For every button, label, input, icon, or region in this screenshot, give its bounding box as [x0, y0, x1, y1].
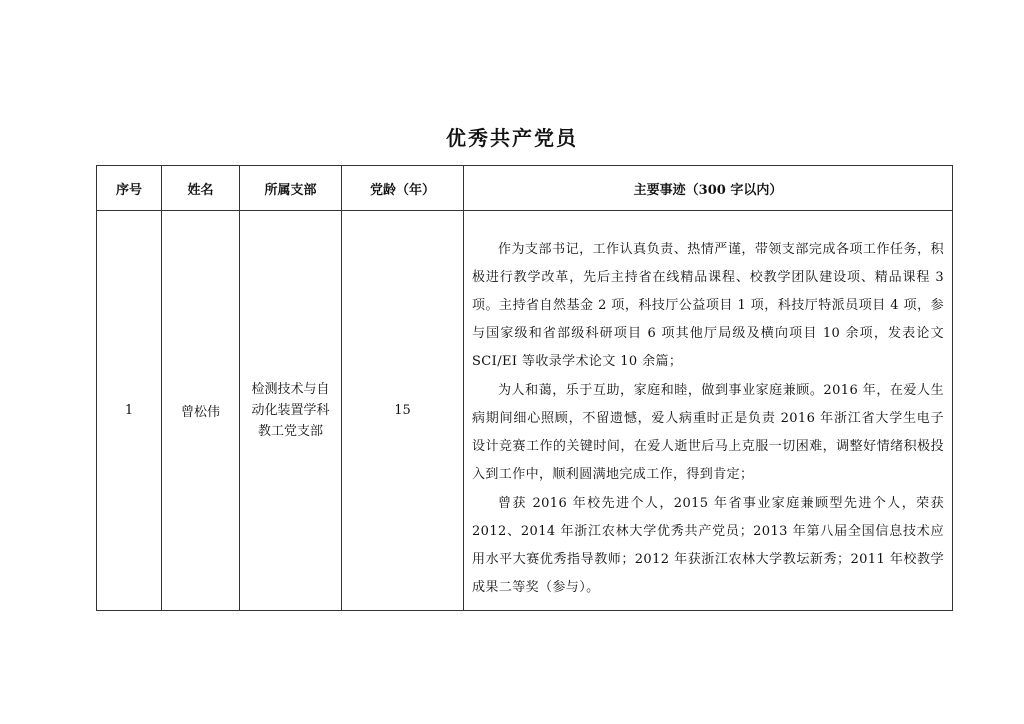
table-header-row	[97, 166, 953, 211]
cell-name: 曾松伟	[162, 211, 240, 611]
header-party-years: 党龄（年）	[342, 166, 464, 211]
header-index: 序号	[97, 166, 162, 211]
header-main-deeds: 主要事迹（300 字以内）	[464, 166, 953, 211]
deeds-paragraph: 作为支部书记，工作认真负责、热情严谨，带领支部完成各项工作任务，积极进行教学改革，先后主持省在线精品课程、校教学团队建设项、精品课程 3 项。主持省自然基金 2 项，科技厅公益项目 1 项，科技厅特派员项目 4 项，参与国家级和省部级科研项目 6 项其他厅局级及横向项目 10 余项，发表论文 SCI/EI 等收录学术论文 10 余篇；	[472, 241, 944, 370]
deeds-paragraph: 曾获 2016 年校先进个人，2015 年省事业家庭兼顾型先进个人，荣获 2012、2014 年浙江农林大学优秀共产党员；2013 年第八届全国信息技术应用水平大赛优秀指导教师；2012 年获浙江农林大学教坛新秀；2011 年校教学成果二等奖（参与）。	[472, 495, 944, 596]
document-title: 优秀共产党员	[446, 126, 578, 150]
branch-text: 检测技术与自动化装置学科教工党支部	[251, 382, 330, 439]
header-branch: 所属支部	[240, 166, 342, 211]
deeds-paragraph: 为人和蔼，乐于互助，家庭和睦，做到事业家庭兼顾。2016 年，在爱人生病期间细心照顾，不留遗憾，爱人病重时正是负责 2016 年浙江省大学生电子设计竞赛工作的关键时间，在爱人逝世后马上克服一切困难，调整好情绪积极投入到工作中，顺利圆满地完成工作，得到肯定；	[472, 382, 944, 483]
cell-party-years: 15	[342, 211, 464, 611]
cell-main-deeds	[464, 211, 953, 611]
party-member-table	[96, 165, 953, 611]
cell-index: 1	[97, 211, 162, 611]
table-row	[97, 211, 953, 611]
cell-branch	[240, 211, 342, 611]
header-name: 姓名	[162, 166, 240, 211]
